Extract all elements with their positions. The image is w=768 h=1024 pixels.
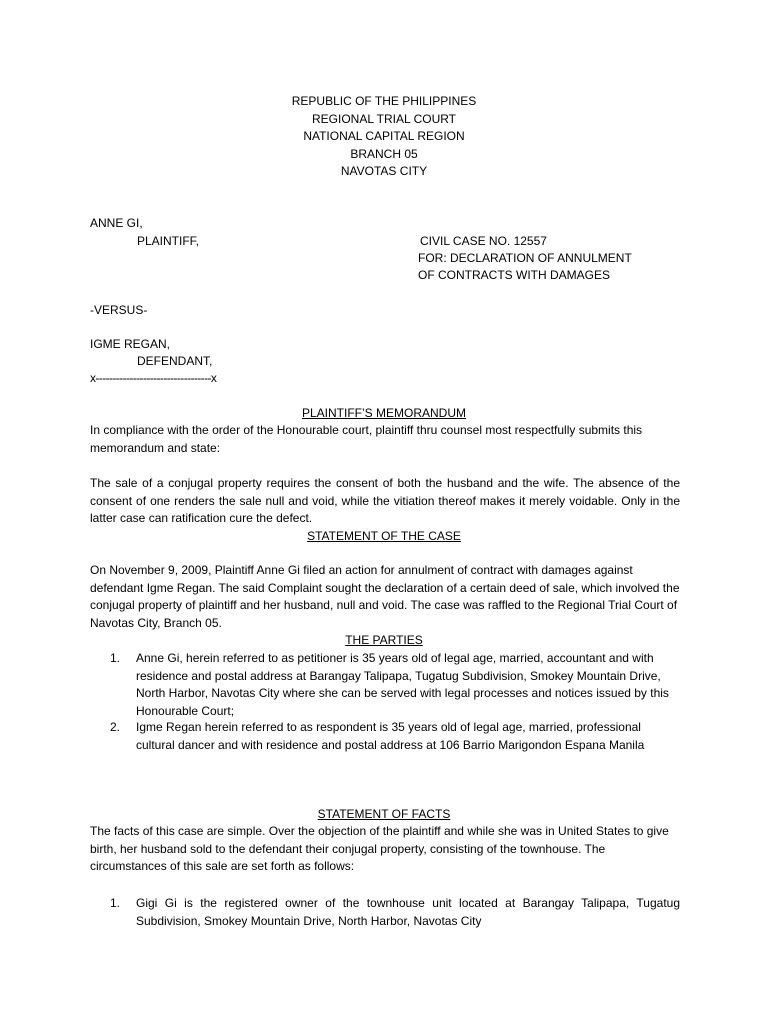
memorandum-argument: The sale of a conjugal property requires the consent of both the husband and the wife. The absence of the consent of one renders the sale null and void, while the vitiation thereof makes it merely voidable. Only in the latter case can ratification cure the defect. (90, 476, 680, 525)
facts-text: The facts of this case are simple. Over the objection of the plaintiff and while she was in United States to give birth, her husband sold to the defendant their conjugal property, consisting of the townhouse. The circumstances of this sale are set forth as follows: (90, 824, 669, 873)
defendant-name: IGME REGAN, (90, 337, 171, 351)
facts-title: STATEMENT OF FACTS (317, 807, 451, 821)
list-number: 1. (110, 896, 121, 910)
memorandum-intro: In compliance with the order of the Honourable court, plaintiff thru counsel most respectfully submits this memorandum and state: (90, 423, 643, 455)
case-number: CIVIL CASE NO. 12557 (420, 234, 547, 248)
court-header (0, 93, 768, 181)
list-number: 2. (110, 720, 121, 734)
header-city: NAVOTAS CITY (340, 164, 428, 178)
plaintiff-name: ANNE GI, (90, 216, 143, 230)
list-text: Anne Gi, herein referred to as petitioner is 35 years old of legal age, married, accountant and with residence and postal address at Barangay Talipapa, Tugatug Subdivision, Smokey Mountain Drive, North Harbor, Navotas City where she can be served with legal processes and notices issued by this Honourable Court; (136, 651, 669, 718)
header-region: NATIONAL CAPITAL REGION (303, 129, 465, 143)
memorandum-title: PLAINTIFF’S MEMORANDUM (301, 406, 466, 420)
list-number: 1. (110, 651, 121, 665)
header-branch: BRANCH 05 (350, 146, 418, 161)
case-nature-line2: OF CONTRACTS WITH DAMAGES (418, 268, 610, 282)
defendant-role: DEFENDANT, (137, 354, 213, 368)
plaintiff-role: PLAINTIFF, (137, 234, 200, 248)
statement-case-title: STATEMENT OF THE CASE (307, 529, 461, 543)
case-nature-line1: FOR: DECLARATION OF ANNULMENT (418, 251, 632, 265)
header-court: REGIONAL TRIAL COURT (311, 111, 457, 126)
header-republic: REPUBLIC OF THE PHILIPPINES (291, 94, 477, 108)
versus-label: -VERSUS- (90, 303, 148, 317)
list-text: Igme Regan herein referred to as respondent is 35 years old of legal age, married, professional cultural dancer and with residence and postal address at 106 Barrio Marigondon Espana Manila (136, 720, 645, 752)
list-text: Gigi Gi is the registered owner of the townhouse unit located at Barangay Talipapa, Tugatug Subdivision, Smokey Mountain Drive, North Harbor, Navotas City (136, 896, 680, 928)
caption-separator: x----------------------------------x (90, 371, 217, 385)
statement-case-text: On November 9, 2009, Plaintiff Anne Gi filed an action for annulment of contract with damages against defendant Igme Regan. The said Complaint sought the declaration of a certain deed of sale, which involved the conjugal property of plaintiff and her husband, null and void. The case was raffled to the Regional Trial Court of Navotas City, Branch 05. (90, 563, 680, 630)
parties-title: THE PARTIES (345, 633, 423, 647)
